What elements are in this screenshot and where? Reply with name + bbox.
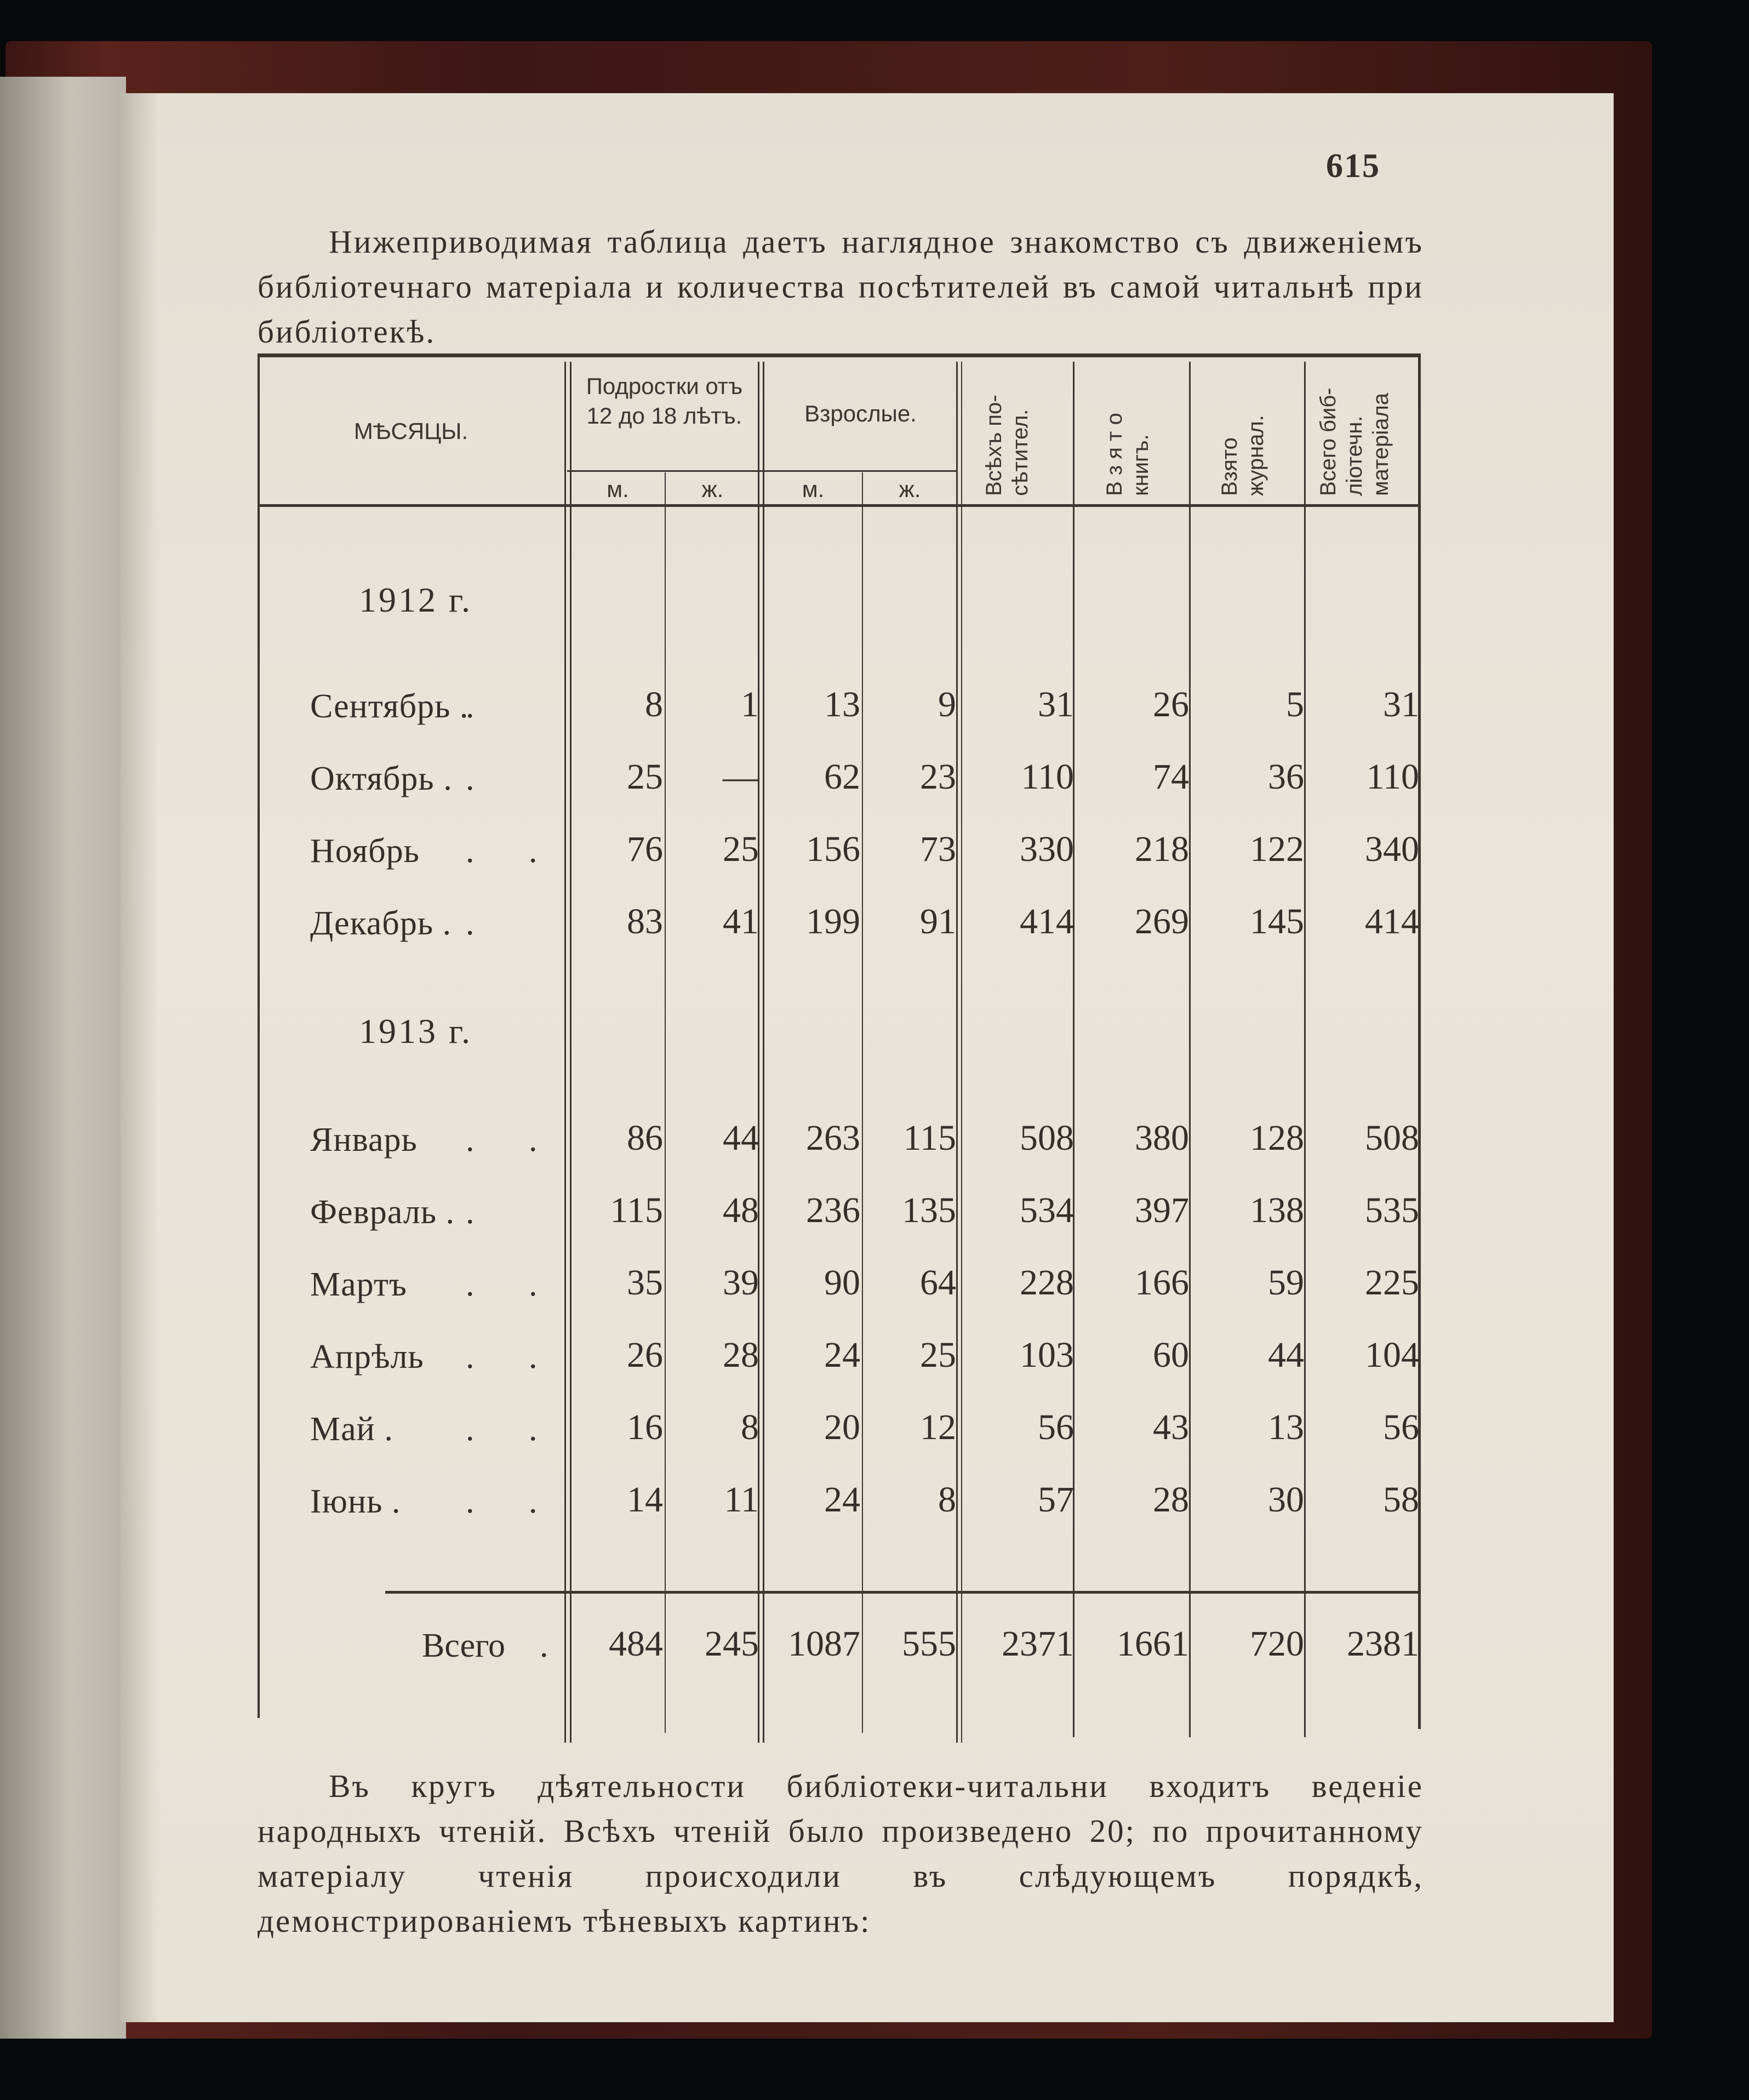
value-adults-male: 24 bbox=[824, 1480, 860, 1520]
value-books: 218 bbox=[1135, 829, 1189, 869]
value-teens-male: 16 bbox=[627, 1407, 663, 1447]
value-visitors: 534 bbox=[1020, 1190, 1074, 1230]
value-teens-male: 26 bbox=[627, 1335, 663, 1375]
column-divider bbox=[564, 362, 566, 1743]
value-adults-male: 20 bbox=[824, 1407, 860, 1447]
value-visitors: 330 bbox=[1020, 829, 1074, 869]
month-name: Апрѣль bbox=[310, 1338, 424, 1376]
header-teens-male: м. bbox=[607, 476, 629, 502]
header-books: В з я т о книгъ. bbox=[1102, 413, 1153, 496]
column-divider bbox=[1304, 362, 1306, 1737]
value-teens-female: 44 bbox=[723, 1118, 759, 1158]
header-teens: Подростки отъ 12 до 18 лѣтъ. bbox=[586, 373, 743, 429]
dot-leader: . bbox=[466, 1194, 498, 1231]
year-label: 1912 г. bbox=[359, 580, 473, 619]
dot-leader: . . bbox=[466, 832, 561, 870]
value-total-material: 56 bbox=[1383, 1407, 1419, 1447]
value-books: 269 bbox=[1135, 901, 1189, 941]
header-adults: Взрослые. bbox=[804, 401, 917, 426]
value-visitors: 508 bbox=[1020, 1118, 1074, 1158]
value-total-material: 58 bbox=[1383, 1480, 1419, 1520]
value-total-material: 225 bbox=[1365, 1263, 1419, 1303]
value-journals: 138 bbox=[1250, 1190, 1304, 1230]
table-header-bottom-rule bbox=[258, 504, 1420, 507]
value-adults-female: 91 bbox=[920, 901, 956, 941]
total-teens-male: 484 bbox=[609, 1624, 663, 1664]
value-journals: 5 bbox=[1286, 684, 1304, 724]
column-divider bbox=[758, 362, 759, 1743]
total-label: Всего bbox=[422, 1627, 506, 1664]
month-name: Мартъ bbox=[310, 1266, 407, 1303]
value-adults-female: 73 bbox=[920, 829, 956, 869]
dot-leader: . bbox=[540, 1627, 548, 1664]
dot-leader: . bbox=[466, 760, 498, 797]
header-teens-female: ж. bbox=[701, 476, 724, 502]
outro-paragraph: Въ кругъ дѣятельности библіотеки-читальни входитъ веденіе народныхъ чтеній. Всѣхъ чтеній было произведено 20; по прочитанному матеріалу чтенія происходили въ слѣдующемъ порядкѣ, демонстрированіемъ тѣневыхъ картинъ: bbox=[258, 1768, 1424, 1939]
total-material: 2381 bbox=[1347, 1624, 1419, 1664]
table-top-rule bbox=[258, 353, 1420, 357]
table-total-rule bbox=[385, 1591, 1418, 1594]
value-teens-male: 76 bbox=[627, 829, 663, 869]
dot-leader: . . bbox=[466, 1411, 561, 1448]
value-adults-male: 13 bbox=[824, 684, 860, 724]
value-total-material: 340 bbox=[1365, 829, 1419, 869]
total-books: 1661 bbox=[1117, 1624, 1189, 1664]
value-books: 26 bbox=[1153, 684, 1189, 724]
header-adults-male: м. bbox=[802, 476, 825, 502]
year-label: 1913 г. bbox=[359, 1012, 473, 1051]
value-teens-male: 8 bbox=[645, 684, 663, 724]
value-teens-female: 41 bbox=[723, 901, 759, 941]
table-subheader-rule bbox=[567, 470, 956, 472]
month-name: Май . bbox=[310, 1411, 393, 1448]
value-journals: 44 bbox=[1268, 1335, 1304, 1375]
value-journals: 36 bbox=[1268, 757, 1304, 797]
value-journals: 145 bbox=[1250, 901, 1304, 941]
value-books: 43 bbox=[1153, 1407, 1189, 1447]
column-divider bbox=[1189, 362, 1191, 1737]
value-teens-female: — bbox=[723, 757, 759, 797]
value-journals: 128 bbox=[1250, 1118, 1304, 1158]
column-divider bbox=[1073, 362, 1074, 1737]
value-teens-male: 83 bbox=[627, 901, 663, 941]
value-visitors: 56 bbox=[1038, 1407, 1074, 1447]
value-visitors: 103 bbox=[1020, 1335, 1074, 1375]
total-teens-female: 245 bbox=[705, 1624, 759, 1664]
value-total-material: 414 bbox=[1365, 901, 1419, 941]
intro-paragraph: Нижеприводимая таблица даетъ наглядное знакомство съ движеніемъ библіотечнаго матеріала и количества посѣтителей въ самой читальнѣ при библіотекѣ. bbox=[258, 224, 1424, 350]
value-adults-male: 90 bbox=[824, 1263, 860, 1303]
previous-page-edge bbox=[0, 77, 126, 2039]
value-journals: 122 bbox=[1250, 829, 1304, 869]
dot-leader: . . bbox=[466, 1121, 561, 1159]
value-teens-male: 86 bbox=[627, 1118, 663, 1158]
value-adults-male: 24 bbox=[824, 1335, 860, 1375]
value-total-material: 31 bbox=[1383, 684, 1419, 724]
table-left-border bbox=[258, 353, 260, 1718]
total-adults-male: 1087 bbox=[788, 1624, 860, 1664]
value-teens-female: 8 bbox=[741, 1407, 759, 1447]
header-visitors: Всѣхъ по- сѣтител. bbox=[982, 395, 1032, 496]
value-total-material: 110 bbox=[1366, 757, 1419, 797]
value-visitors: 228 bbox=[1020, 1263, 1074, 1303]
value-adults-male: 236 bbox=[806, 1190, 860, 1230]
value-total-material: 104 bbox=[1365, 1335, 1419, 1375]
value-journals: 13 bbox=[1268, 1407, 1304, 1447]
value-books: 397 bbox=[1135, 1190, 1189, 1230]
page-number: 615 bbox=[1326, 147, 1380, 185]
header-adults-female: ж. bbox=[899, 476, 921, 502]
month-name: Ноябрь bbox=[310, 832, 420, 870]
month-name: Январь bbox=[310, 1121, 418, 1159]
table-right-border bbox=[1418, 353, 1421, 1729]
value-teens-male: 14 bbox=[627, 1480, 663, 1520]
total-journals: 720 bbox=[1250, 1624, 1304, 1664]
value-adults-female: 8 bbox=[938, 1480, 956, 1520]
value-teens-male: 35 bbox=[627, 1263, 663, 1303]
value-total-material: 508 bbox=[1365, 1118, 1419, 1158]
dot-leader: . bbox=[466, 905, 498, 942]
value-adults-male: 62 bbox=[824, 757, 860, 797]
month-name: Октябрь . bbox=[310, 760, 453, 797]
value-adults-female: 9 bbox=[938, 684, 956, 724]
value-adults-female: 64 bbox=[920, 1263, 956, 1303]
value-visitors: 57 bbox=[1038, 1480, 1074, 1520]
value-teens-female: 39 bbox=[723, 1263, 759, 1303]
value-teens-male: 115 bbox=[610, 1190, 663, 1230]
dot-leader: . . bbox=[466, 1266, 561, 1303]
value-adults-female: 25 bbox=[920, 1335, 956, 1375]
header-journals: Взято журнал. bbox=[1218, 415, 1268, 496]
value-total-material: 535 bbox=[1365, 1190, 1419, 1230]
dot-leader: . bbox=[466, 688, 498, 725]
value-teens-male: 25 bbox=[627, 757, 663, 797]
value-adults-male: 156 bbox=[806, 829, 860, 869]
column-divider bbox=[862, 472, 863, 1733]
value-teens-female: 28 bbox=[723, 1335, 759, 1375]
value-books: 28 bbox=[1153, 1480, 1189, 1520]
value-adults-female: 12 bbox=[920, 1407, 956, 1447]
value-adults-female: 115 bbox=[903, 1118, 956, 1158]
value-teens-female: 25 bbox=[723, 829, 759, 869]
column-divider bbox=[956, 362, 958, 1743]
value-books: 166 bbox=[1135, 1263, 1189, 1303]
month-name: Сентябрь . bbox=[310, 688, 469, 725]
total-adults-female: 555 bbox=[902, 1624, 956, 1664]
value-books: 74 bbox=[1153, 757, 1189, 797]
column-divider bbox=[665, 472, 666, 1733]
value-teens-female: 1 bbox=[741, 684, 759, 724]
dot-leader: . . bbox=[466, 1338, 561, 1376]
value-books: 380 bbox=[1135, 1118, 1189, 1158]
value-journals: 59 bbox=[1268, 1263, 1304, 1303]
value-teens-female: 48 bbox=[723, 1190, 759, 1230]
header-months: МѢСЯЦЫ. bbox=[353, 418, 468, 444]
total-visitors: 2371 bbox=[1002, 1624, 1074, 1664]
value-visitors: 110 bbox=[1021, 757, 1074, 797]
column-divider bbox=[570, 362, 571, 1743]
month-name: Декабрь . bbox=[310, 905, 452, 942]
column-divider bbox=[961, 362, 962, 1743]
value-adults-male: 199 bbox=[806, 901, 860, 941]
value-books: 60 bbox=[1153, 1335, 1189, 1375]
dot-leader: . . bbox=[466, 1483, 561, 1520]
column-divider bbox=[763, 362, 764, 1743]
value-teens-female: 11 bbox=[724, 1480, 759, 1520]
value-adults-female: 23 bbox=[920, 757, 956, 797]
value-visitors: 414 bbox=[1020, 901, 1074, 941]
value-adults-female: 135 bbox=[902, 1190, 956, 1230]
value-journals: 30 bbox=[1268, 1480, 1304, 1520]
header-total-material: Всего биб- ліотечн. матеріала bbox=[1316, 387, 1393, 496]
month-name: Іюнь . bbox=[310, 1483, 401, 1520]
value-adults-male: 263 bbox=[806, 1118, 860, 1158]
month-name: Февраль . bbox=[310, 1194, 455, 1231]
value-visitors: 31 bbox=[1038, 684, 1074, 724]
